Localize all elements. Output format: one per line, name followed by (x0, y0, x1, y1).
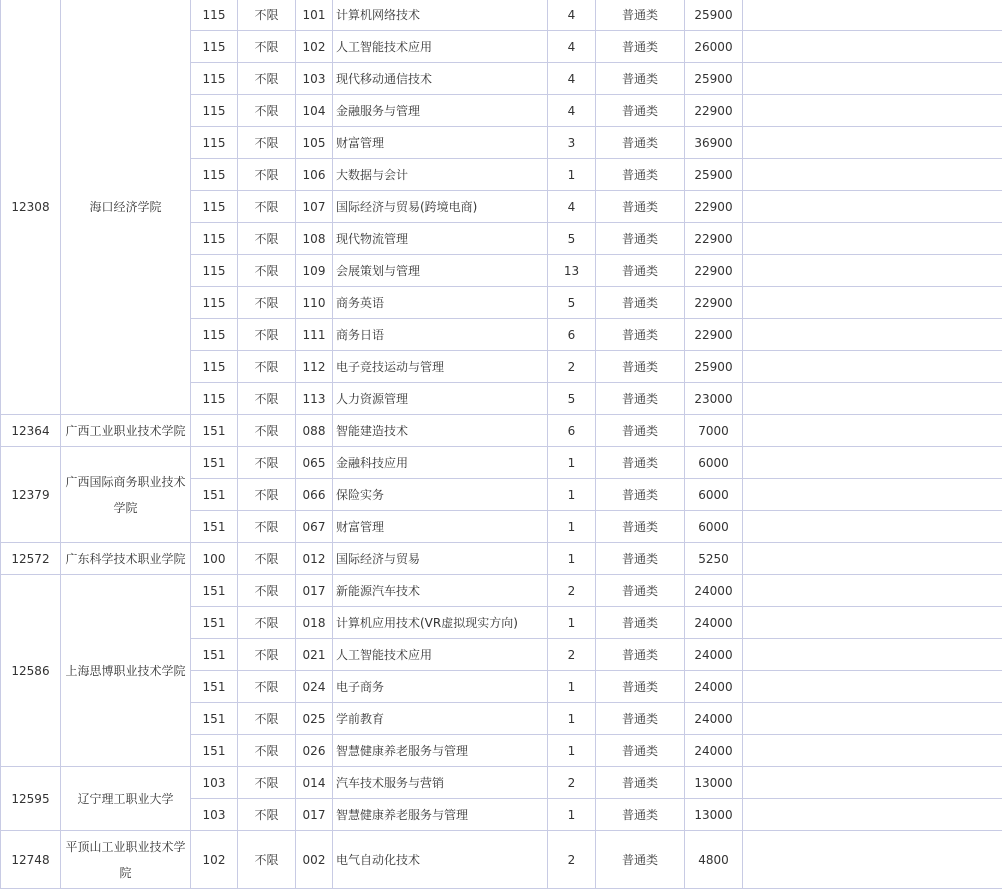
tuition-fee-cell: 13000 (685, 767, 743, 799)
major-code-cell: 101 (296, 0, 333, 31)
plan-count-cell: 2 (548, 575, 596, 607)
category-cell: 普通类 (596, 351, 685, 383)
subject-requirement-cell: 不限 (238, 319, 296, 351)
batch-code-cell: 115 (191, 31, 238, 63)
major-code-cell: 066 (296, 479, 333, 511)
subject-requirement-cell: 不限 (238, 351, 296, 383)
subject-requirement-cell: 不限 (238, 639, 296, 671)
major-code-cell: 108 (296, 223, 333, 255)
category-cell: 普通类 (596, 799, 685, 831)
institution-name-cell: 海口经济学院 (61, 0, 191, 415)
category-cell: 普通类 (596, 511, 685, 543)
category-cell: 普通类 (596, 31, 685, 63)
empty-cell (743, 287, 1002, 319)
major-name-cell: 国际经济与贸易(跨境电商) (333, 191, 548, 223)
major-name-cell: 新能源汽车技术 (333, 575, 548, 607)
plan-count-cell: 4 (548, 0, 596, 31)
tuition-fee-cell: 24000 (685, 735, 743, 767)
empty-cell (743, 31, 1002, 63)
tuition-fee-cell: 4800 (685, 831, 743, 889)
major-name-cell: 人工智能技术应用 (333, 31, 548, 63)
table-row (1, 767, 1002, 799)
major-name-cell: 现代移动通信技术 (333, 63, 548, 95)
major-name-cell: 现代物流管理 (333, 223, 548, 255)
subject-requirement-cell: 不限 (238, 511, 296, 543)
category-cell: 普通类 (596, 575, 685, 607)
tuition-fee-cell: 6000 (685, 447, 743, 479)
plan-count-cell: 5 (548, 287, 596, 319)
major-code-cell: 017 (296, 575, 333, 607)
plan-count-cell: 2 (548, 831, 596, 889)
plan-count-cell: 1 (548, 607, 596, 639)
category-cell: 普通类 (596, 767, 685, 799)
plan-count-cell: 6 (548, 415, 596, 447)
category-cell: 普通类 (596, 159, 685, 191)
plan-count-cell: 3 (548, 127, 596, 159)
subject-requirement-cell: 不限 (238, 287, 296, 319)
tuition-fee-cell: 22900 (685, 95, 743, 127)
empty-cell (743, 159, 1002, 191)
tuition-fee-cell: 7000 (685, 415, 743, 447)
empty-cell (743, 319, 1002, 351)
institution-code-cell: 12595 (1, 767, 61, 831)
empty-cell (743, 831, 1002, 889)
subject-requirement-cell: 不限 (238, 767, 296, 799)
subject-requirement-cell: 不限 (238, 127, 296, 159)
major-name-cell: 金融服务与管理 (333, 95, 548, 127)
tuition-fee-cell: 25900 (685, 159, 743, 191)
empty-cell (743, 0, 1002, 31)
institution-name-cell: 广东科学技术职业学院 (61, 543, 191, 575)
batch-code-cell: 151 (191, 479, 238, 511)
plan-count-cell: 1 (548, 447, 596, 479)
batch-code-cell: 115 (191, 255, 238, 287)
empty-cell (743, 607, 1002, 639)
empty-cell (743, 127, 1002, 159)
major-name-cell: 汽车技术服务与营销 (333, 767, 548, 799)
batch-code-cell: 115 (191, 127, 238, 159)
major-name-cell: 保险实务 (333, 479, 548, 511)
institution-code-cell: 12748 (1, 831, 61, 889)
major-code-cell: 107 (296, 191, 333, 223)
batch-code-cell: 103 (191, 799, 238, 831)
empty-cell (743, 351, 1002, 383)
empty-cell (743, 735, 1002, 767)
category-cell: 普通类 (596, 607, 685, 639)
subject-requirement-cell: 不限 (238, 607, 296, 639)
subject-requirement-cell: 不限 (238, 575, 296, 607)
major-name-cell: 智能建造技术 (333, 415, 548, 447)
batch-code-cell: 115 (191, 159, 238, 191)
batch-code-cell: 115 (191, 351, 238, 383)
category-cell: 普通类 (596, 319, 685, 351)
major-code-cell: 002 (296, 831, 333, 889)
plan-count-cell: 6 (548, 319, 596, 351)
subject-requirement-cell: 不限 (238, 0, 296, 31)
major-name-cell: 电子竞技运动与管理 (333, 351, 548, 383)
tuition-fee-cell: 22900 (685, 191, 743, 223)
table-row (1, 831, 1002, 889)
tuition-fee-cell: 22900 (685, 255, 743, 287)
batch-code-cell: 151 (191, 415, 238, 447)
plan-count-cell: 4 (548, 63, 596, 95)
major-code-cell: 021 (296, 639, 333, 671)
category-cell: 普通类 (596, 191, 685, 223)
plan-count-cell: 1 (548, 799, 596, 831)
category-cell: 普通类 (596, 415, 685, 447)
tuition-fee-cell: 36900 (685, 127, 743, 159)
batch-code-cell: 151 (191, 639, 238, 671)
batch-code-cell: 151 (191, 447, 238, 479)
category-cell: 普通类 (596, 735, 685, 767)
empty-cell (743, 95, 1002, 127)
plan-count-cell: 5 (548, 223, 596, 255)
category-cell: 普通类 (596, 383, 685, 415)
major-code-cell: 024 (296, 671, 333, 703)
major-code-cell: 102 (296, 31, 333, 63)
empty-cell (743, 511, 1002, 543)
subject-requirement-cell: 不限 (238, 63, 296, 95)
batch-code-cell: 100 (191, 543, 238, 575)
empty-cell (743, 799, 1002, 831)
category-cell: 普通类 (596, 127, 685, 159)
subject-requirement-cell: 不限 (238, 703, 296, 735)
table-row (1, 415, 1002, 447)
major-code-cell: 109 (296, 255, 333, 287)
subject-requirement-cell: 不限 (238, 255, 296, 287)
category-cell: 普通类 (596, 0, 685, 31)
category-cell: 普通类 (596, 543, 685, 575)
tuition-fee-cell: 13000 (685, 799, 743, 831)
batch-code-cell: 151 (191, 607, 238, 639)
institution-name-cell: 上海思博职业技术学院 (61, 575, 191, 767)
major-code-cell: 113 (296, 383, 333, 415)
empty-cell (743, 63, 1002, 95)
major-code-cell: 012 (296, 543, 333, 575)
empty-cell (743, 223, 1002, 255)
category-cell: 普通类 (596, 447, 685, 479)
subject-requirement-cell: 不限 (238, 671, 296, 703)
subject-requirement-cell: 不限 (238, 191, 296, 223)
plan-count-cell: 1 (548, 511, 596, 543)
empty-cell (743, 383, 1002, 415)
table-row (1, 575, 1002, 607)
major-name-cell: 计算机网络技术 (333, 0, 548, 31)
category-cell: 普通类 (596, 671, 685, 703)
batch-code-cell: 151 (191, 511, 238, 543)
plan-count-cell: 1 (548, 671, 596, 703)
batch-code-cell: 115 (191, 383, 238, 415)
major-name-cell: 国际经济与贸易 (333, 543, 548, 575)
plan-count-cell: 1 (548, 479, 596, 511)
subject-requirement-cell: 不限 (238, 223, 296, 255)
major-code-cell: 110 (296, 287, 333, 319)
major-name-cell: 会展策划与管理 (333, 255, 548, 287)
major-code-cell: 105 (296, 127, 333, 159)
major-name-cell: 计算机应用技术(VR虚拟现实方向) (333, 607, 548, 639)
major-name-cell: 电子商务 (333, 671, 548, 703)
empty-cell (743, 575, 1002, 607)
batch-code-cell: 102 (191, 831, 238, 889)
subject-requirement-cell: 不限 (238, 735, 296, 767)
tuition-fee-cell: 24000 (685, 671, 743, 703)
batch-code-cell: 151 (191, 735, 238, 767)
major-code-cell: 065 (296, 447, 333, 479)
major-name-cell: 金融科技应用 (333, 447, 548, 479)
major-name-cell: 财富管理 (333, 511, 548, 543)
table-body (1, 0, 1002, 889)
plan-count-cell: 4 (548, 95, 596, 127)
subject-requirement-cell: 不限 (238, 159, 296, 191)
tuition-fee-cell: 22900 (685, 319, 743, 351)
plan-count-cell: 2 (548, 639, 596, 671)
major-code-cell: 067 (296, 511, 333, 543)
tuition-fee-cell: 25900 (685, 351, 743, 383)
major-name-cell: 学前教育 (333, 703, 548, 735)
empty-cell (743, 543, 1002, 575)
major-name-cell: 电气自动化技术 (333, 831, 548, 889)
institution-name-cell: 广西国际商务职业技术学院 (61, 447, 191, 543)
institution-name-cell: 广西工业职业技术学院 (61, 415, 191, 447)
major-code-cell: 103 (296, 63, 333, 95)
batch-code-cell: 151 (191, 703, 238, 735)
empty-cell (743, 703, 1002, 735)
tuition-fee-cell: 24000 (685, 607, 743, 639)
major-code-cell: 106 (296, 159, 333, 191)
major-name-cell: 商务日语 (333, 319, 548, 351)
batch-code-cell: 115 (191, 191, 238, 223)
institution-code-cell: 12308 (1, 0, 61, 415)
tuition-fee-cell: 24000 (685, 703, 743, 735)
table-row (1, 543, 1002, 575)
tuition-fee-cell: 22900 (685, 223, 743, 255)
plan-count-cell: 4 (548, 191, 596, 223)
category-cell: 普通类 (596, 479, 685, 511)
major-code-cell: 014 (296, 767, 333, 799)
batch-code-cell: 115 (191, 0, 238, 31)
tuition-fee-cell: 24000 (685, 575, 743, 607)
empty-cell (743, 191, 1002, 223)
subject-requirement-cell: 不限 (238, 799, 296, 831)
subject-requirement-cell: 不限 (238, 383, 296, 415)
institution-name-cell: 平顶山工业职业技术学院 (61, 831, 191, 889)
empty-cell (743, 447, 1002, 479)
empty-cell (743, 767, 1002, 799)
category-cell: 普通类 (596, 63, 685, 95)
plan-count-cell: 2 (548, 767, 596, 799)
batch-code-cell: 151 (191, 575, 238, 607)
batch-code-cell: 115 (191, 287, 238, 319)
plan-count-cell: 1 (548, 159, 596, 191)
plan-count-cell: 1 (548, 735, 596, 767)
institution-code-cell: 12379 (1, 447, 61, 543)
tuition-fee-cell: 22900 (685, 287, 743, 319)
category-cell: 普通类 (596, 287, 685, 319)
major-name-cell: 人力资源管理 (333, 383, 548, 415)
institution-code-cell: 12572 (1, 543, 61, 575)
major-name-cell: 大数据与会计 (333, 159, 548, 191)
batch-code-cell: 115 (191, 223, 238, 255)
category-cell: 普通类 (596, 223, 685, 255)
empty-cell (743, 639, 1002, 671)
tuition-fee-cell: 25900 (685, 0, 743, 31)
major-name-cell: 智慧健康养老服务与管理 (333, 735, 548, 767)
empty-cell (743, 671, 1002, 703)
category-cell: 普通类 (596, 703, 685, 735)
tuition-fee-cell: 24000 (685, 639, 743, 671)
batch-code-cell: 151 (191, 671, 238, 703)
major-name-cell: 财富管理 (333, 127, 548, 159)
major-name-cell: 智慧健康养老服务与管理 (333, 799, 548, 831)
category-cell: 普通类 (596, 255, 685, 287)
tuition-fee-cell: 6000 (685, 511, 743, 543)
plan-count-cell: 13 (548, 255, 596, 287)
plan-count-cell: 1 (548, 703, 596, 735)
empty-cell (743, 479, 1002, 511)
plan-count-cell: 1 (548, 543, 596, 575)
major-code-cell: 111 (296, 319, 333, 351)
subject-requirement-cell: 不限 (238, 543, 296, 575)
subject-requirement-cell: 不限 (238, 415, 296, 447)
tuition-fee-cell: 26000 (685, 31, 743, 63)
institution-code-cell: 12364 (1, 415, 61, 447)
tuition-fee-cell: 25900 (685, 63, 743, 95)
major-code-cell: 026 (296, 735, 333, 767)
subject-requirement-cell: 不限 (238, 95, 296, 127)
batch-code-cell: 115 (191, 63, 238, 95)
plan-count-cell: 5 (548, 383, 596, 415)
batch-code-cell: 103 (191, 767, 238, 799)
plan-count-cell: 2 (548, 351, 596, 383)
batch-code-cell: 115 (191, 319, 238, 351)
major-code-cell: 112 (296, 351, 333, 383)
category-cell: 普通类 (596, 639, 685, 671)
major-name-cell: 商务英语 (333, 287, 548, 319)
empty-cell (743, 255, 1002, 287)
subject-requirement-cell: 不限 (238, 831, 296, 889)
table-row (1, 0, 1002, 31)
category-cell: 普通类 (596, 95, 685, 127)
institution-code-cell: 12586 (1, 575, 61, 767)
tuition-fee-cell: 5250 (685, 543, 743, 575)
subject-requirement-cell: 不限 (238, 31, 296, 63)
major-name-cell: 人工智能技术应用 (333, 639, 548, 671)
major-code-cell: 088 (296, 415, 333, 447)
major-code-cell: 017 (296, 799, 333, 831)
empty-cell (743, 415, 1002, 447)
institution-name-cell: 辽宁理工职业大学 (61, 767, 191, 831)
table-row (1, 447, 1002, 479)
subject-requirement-cell: 不限 (238, 447, 296, 479)
plan-count-cell: 4 (548, 31, 596, 63)
tuition-fee-cell: 6000 (685, 479, 743, 511)
major-code-cell: 025 (296, 703, 333, 735)
major-code-cell: 104 (296, 95, 333, 127)
category-cell: 普通类 (596, 831, 685, 889)
subject-requirement-cell: 不限 (238, 479, 296, 511)
batch-code-cell: 115 (191, 95, 238, 127)
major-code-cell: 018 (296, 607, 333, 639)
tuition-fee-cell: 23000 (685, 383, 743, 415)
